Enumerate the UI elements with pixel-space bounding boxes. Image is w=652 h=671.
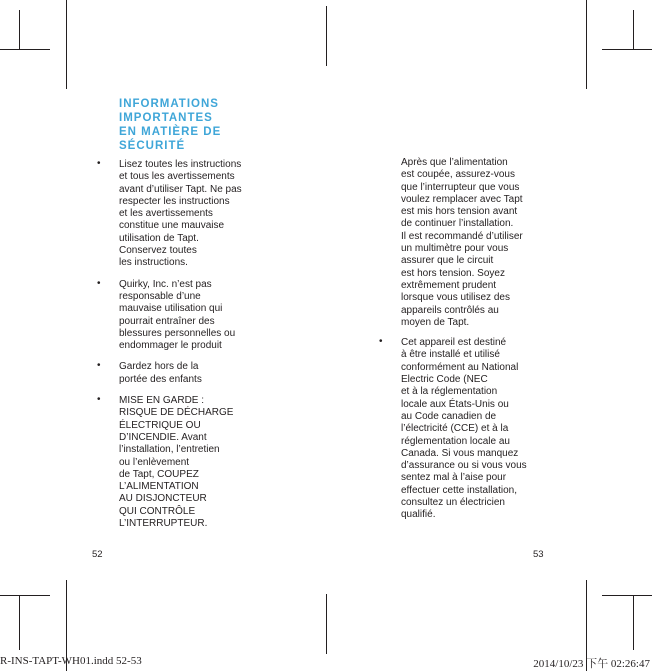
list-item	[97, 158, 289, 270]
text-line: L’INTERRUPTEUR.	[119, 518, 208, 530]
slug-date: 2014/10/23 下午 02:26:47	[533, 658, 650, 670]
crop-mark	[0, 595, 50, 596]
text-line: AU DISJONCTEUR	[119, 493, 207, 505]
text-line: d’assurance ou si vous vous	[401, 460, 527, 472]
crop-mark	[19, 10, 20, 50]
text-line: extrêmement prudent	[401, 279, 497, 291]
text-line: QUI CONTRÔLE	[119, 505, 196, 517]
text-line: l’installation, l’entretien	[119, 444, 220, 456]
text-line: consultez un électricien	[401, 497, 505, 509]
text-line: Lisez toutes les instructions	[119, 159, 242, 170]
bullet-icon: •	[97, 277, 101, 289]
list-item	[97, 277, 289, 353]
text-line: assurer que le circuit	[401, 255, 494, 267]
text-line: de Tapt, COUPEZ	[119, 468, 199, 480]
crop-mark	[66, 0, 67, 89]
text-line: D’INCENDIE. Avant	[119, 431, 207, 443]
text-line: Cet appareil est destiné	[401, 337, 507, 349]
text-line: et les avertissements	[119, 208, 213, 220]
text-line: locale aux États-Unis ou	[401, 398, 509, 410]
crop-mark	[602, 49, 652, 50]
crop-mark	[19, 595, 20, 650]
crop-mark	[326, 6, 327, 66]
text-line: Il est recommandé d’utiliser	[401, 230, 523, 242]
list-item	[97, 394, 289, 530]
text-line: qualifié.	[401, 509, 436, 521]
bullet-icon: •	[97, 158, 101, 169]
crop-mark	[602, 595, 652, 596]
heading-line: INFORMATIONS	[119, 98, 219, 110]
text-line: mauvaise utilisation qui	[119, 303, 223, 315]
text-line: endommager le produit	[119, 340, 222, 352]
text-line: responsable d’une	[119, 290, 201, 302]
heading-line: IMPORTANTES	[119, 112, 213, 124]
text-line: appareils contrôlés au	[401, 304, 499, 316]
text-line: respecter les instructions	[119, 195, 230, 207]
text-line: de continuer l’installation.	[401, 218, 514, 230]
text-line: Gardez hors de la	[119, 361, 199, 373]
text-line: effectuer cette installation,	[401, 484, 517, 496]
text-line: ou l’enlèvement	[119, 456, 190, 468]
text-line: pourrait entraîner des	[119, 315, 215, 327]
list-item	[401, 157, 561, 329]
text-line: est coupée, assurez-vous	[401, 169, 515, 181]
text-line: réglementation locale au	[401, 435, 510, 447]
text-line: voulez remplacer avec Tapt	[401, 193, 523, 205]
list-item	[97, 360, 289, 386]
heading-line: EN MATIÈRE DE	[119, 126, 222, 138]
text-line: sentez mal à l’aise pour	[401, 472, 507, 484]
text-line: utilisation de Tapt.	[119, 232, 199, 244]
text-line: MISE EN GARDE :	[119, 395, 205, 407]
crop-mark	[0, 49, 50, 50]
text-line: ÉLECTRIQUE OU	[119, 419, 201, 431]
slug-filename: R-INS-TAPT-WH01.indd 52-53	[0, 655, 142, 667]
text-line: au Code canadien de	[401, 410, 497, 422]
text-line: et tous les avertissements	[119, 171, 235, 183]
text-line: et à la réglementation	[401, 386, 498, 398]
crop-mark	[326, 594, 327, 654]
bullet-icon: •	[379, 336, 383, 348]
text-line: l’électricité (CCE) et à la	[401, 423, 509, 435]
page-number-left: 52	[92, 549, 103, 560]
text-line: que l’interrupteur que vous	[401, 181, 520, 193]
text-line: un multimètre pour vous	[401, 243, 509, 255]
page-number-right: 53	[533, 549, 544, 560]
right-safety-list	[379, 157, 561, 530]
text-line: est hors tension. Soyez	[401, 267, 505, 279]
text-line: portée des enfants	[119, 373, 202, 385]
text-line: blessures personnelles ou	[119, 327, 236, 339]
crop-mark	[633, 10, 634, 50]
text-line: Canada. Si vous manquez	[401, 447, 519, 459]
text-line: avant d’utiliser Tapt. Ne pas	[119, 183, 242, 195]
bullet-icon: •	[97, 394, 101, 406]
text-line: à être installé et utilisé	[401, 349, 500, 361]
text-line: Electric Code (NEC	[401, 374, 488, 386]
text-line: RISQUE DE DÉCHARGE	[119, 407, 234, 419]
text-line: constitue une mauvaise	[119, 220, 225, 232]
text-line: moyen de Tapt.	[401, 316, 470, 328]
bullet-icon: •	[97, 360, 101, 372]
text-line: conformément au National	[401, 361, 519, 373]
crop-mark	[586, 0, 587, 89]
text-line: Après que l’alimentation	[401, 157, 508, 168]
text-line: est mis hors tension avant	[401, 206, 518, 218]
text-line: L’ALIMENTATION	[119, 481, 199, 493]
heading-line: SÉCURITÉ	[119, 140, 186, 152]
text-line: lorsque vous utilisez des	[401, 292, 510, 304]
left-safety-list	[97, 158, 289, 539]
crop-mark	[633, 595, 634, 650]
list-item	[379, 336, 561, 521]
safety-heading	[119, 97, 269, 153]
text-line: Quirky, Inc. n’est pas	[119, 278, 212, 290]
text-line: Conservez toutes	[119, 245, 197, 257]
text-line: les instructions.	[119, 257, 188, 269]
